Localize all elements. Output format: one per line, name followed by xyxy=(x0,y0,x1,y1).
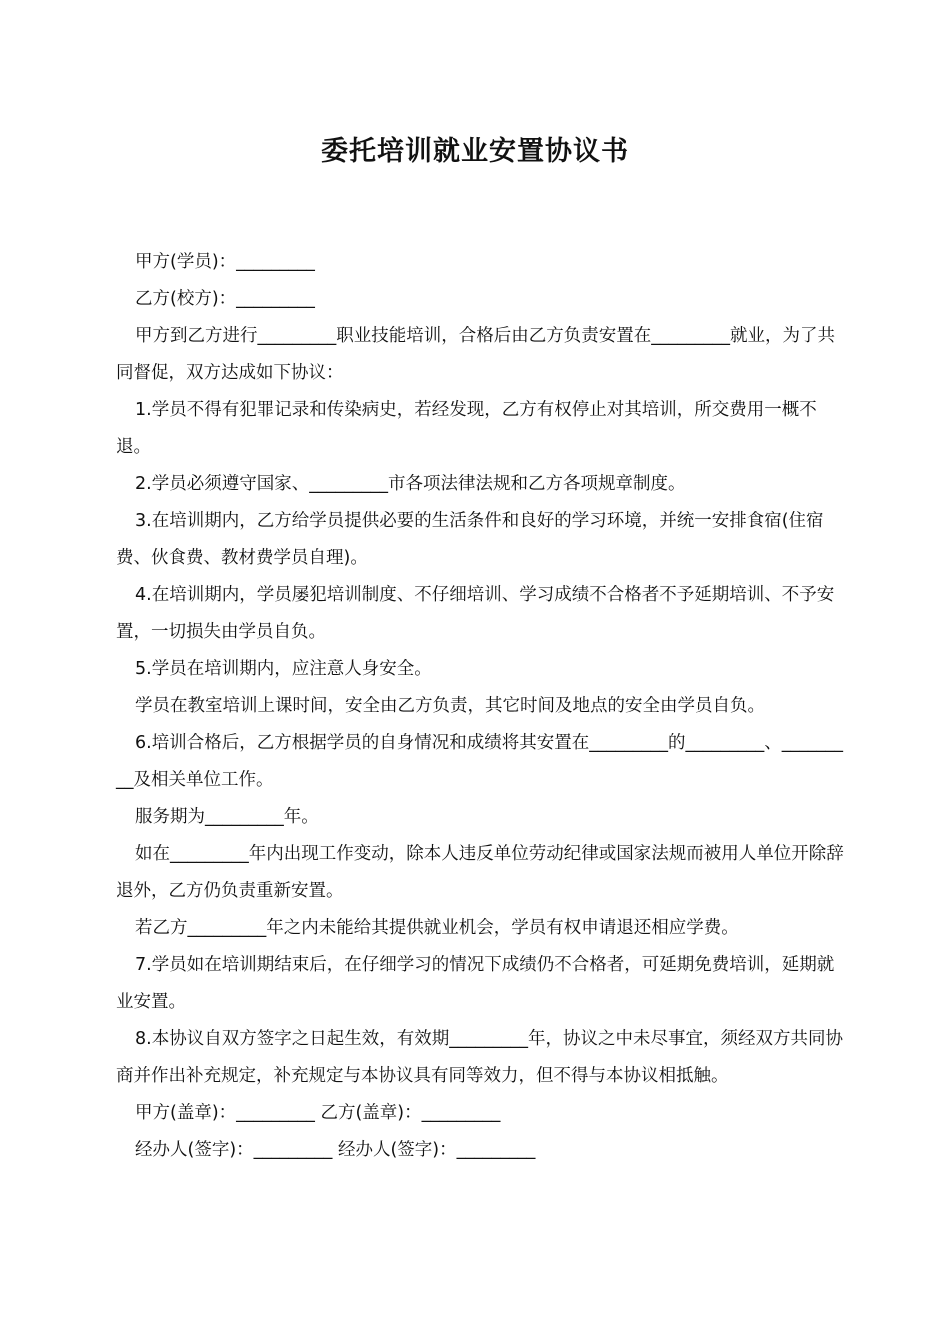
clause-6: 6.培训合格后，乙方根据学员的自身情况和成绩将其安置在_________的_________、_________及相关单位工作。 xyxy=(116,733,843,790)
signature-line: 经办人(签字)：_________ 经办人(签字)：_________ xyxy=(135,1140,536,1160)
document-title: 委托培训就业安置协议书 xyxy=(321,136,629,167)
intro-paragraph: 甲方到乙方进行_________职业技能培训，合格后由乙方负责安置在_________就业，为了共同督促，双方达成如下协议： xyxy=(116,326,835,383)
service-period: 服务期为_________年。 xyxy=(135,807,319,827)
party-a-line: 甲方(学员)：_________ xyxy=(135,252,315,272)
clause-4: 4.在培训期内，学员屡犯培训制度、不仔细培训、学习成绩不合格者不予延期培训、不予安置，一切损失由学员自负。 xyxy=(116,585,835,642)
clause-3: 3.在培训期内，乙方给学员提供必要的生活条件和良好的学习环境，并统一安排食宿(住宿费、伙食费、教材费学员自理)。 xyxy=(116,511,824,568)
clause-7: 7.学员如在培训期结束后，在仔细学习的情况下成绩仍不合格者，可延期免费培训，延期就业安置。 xyxy=(116,955,835,1012)
clause-1: 1.学员不得有犯罪记录和传染病史，若经发现，乙方有权停止对其培训，所交费用一概不退。 xyxy=(116,400,817,457)
refund-clause: 若乙方_________年之内未能给其提供就业机会，学员有权申请退还相应学费。 xyxy=(135,918,739,938)
clause-8: 8.本协议自双方签字之日起生效，有效期_________年，协议之中未尽事宜，须经双方共同协商并作出补充规定，补充规定与本协议具有同等效力，但不得与本协议相抵触。 xyxy=(116,1029,843,1086)
job-change-clause: 如在_________年内出现工作变动，除本人违反单位劳动纪律或国家法规而被用人单位开除辞退外，乙方仍负责重新安置。 xyxy=(116,844,844,901)
clause-5-note: 学员在教室培训上课时间，安全由乙方负责，其它时间及地点的安全由学员自负。 xyxy=(135,696,765,716)
document-body xyxy=(116,244,846,1169)
clause-2: 2.学员必须遵守国家、_________市各项法律法规和乙方各项规章制度。 xyxy=(135,474,686,494)
seal-line: 甲方(盖章)：_________ 乙方(盖章)：_________ xyxy=(135,1103,501,1123)
clause-5: 5.学员在培训期内，应注意人身安全。 xyxy=(135,659,432,679)
party-b-line: 乙方(校方)：_________ xyxy=(135,289,315,309)
